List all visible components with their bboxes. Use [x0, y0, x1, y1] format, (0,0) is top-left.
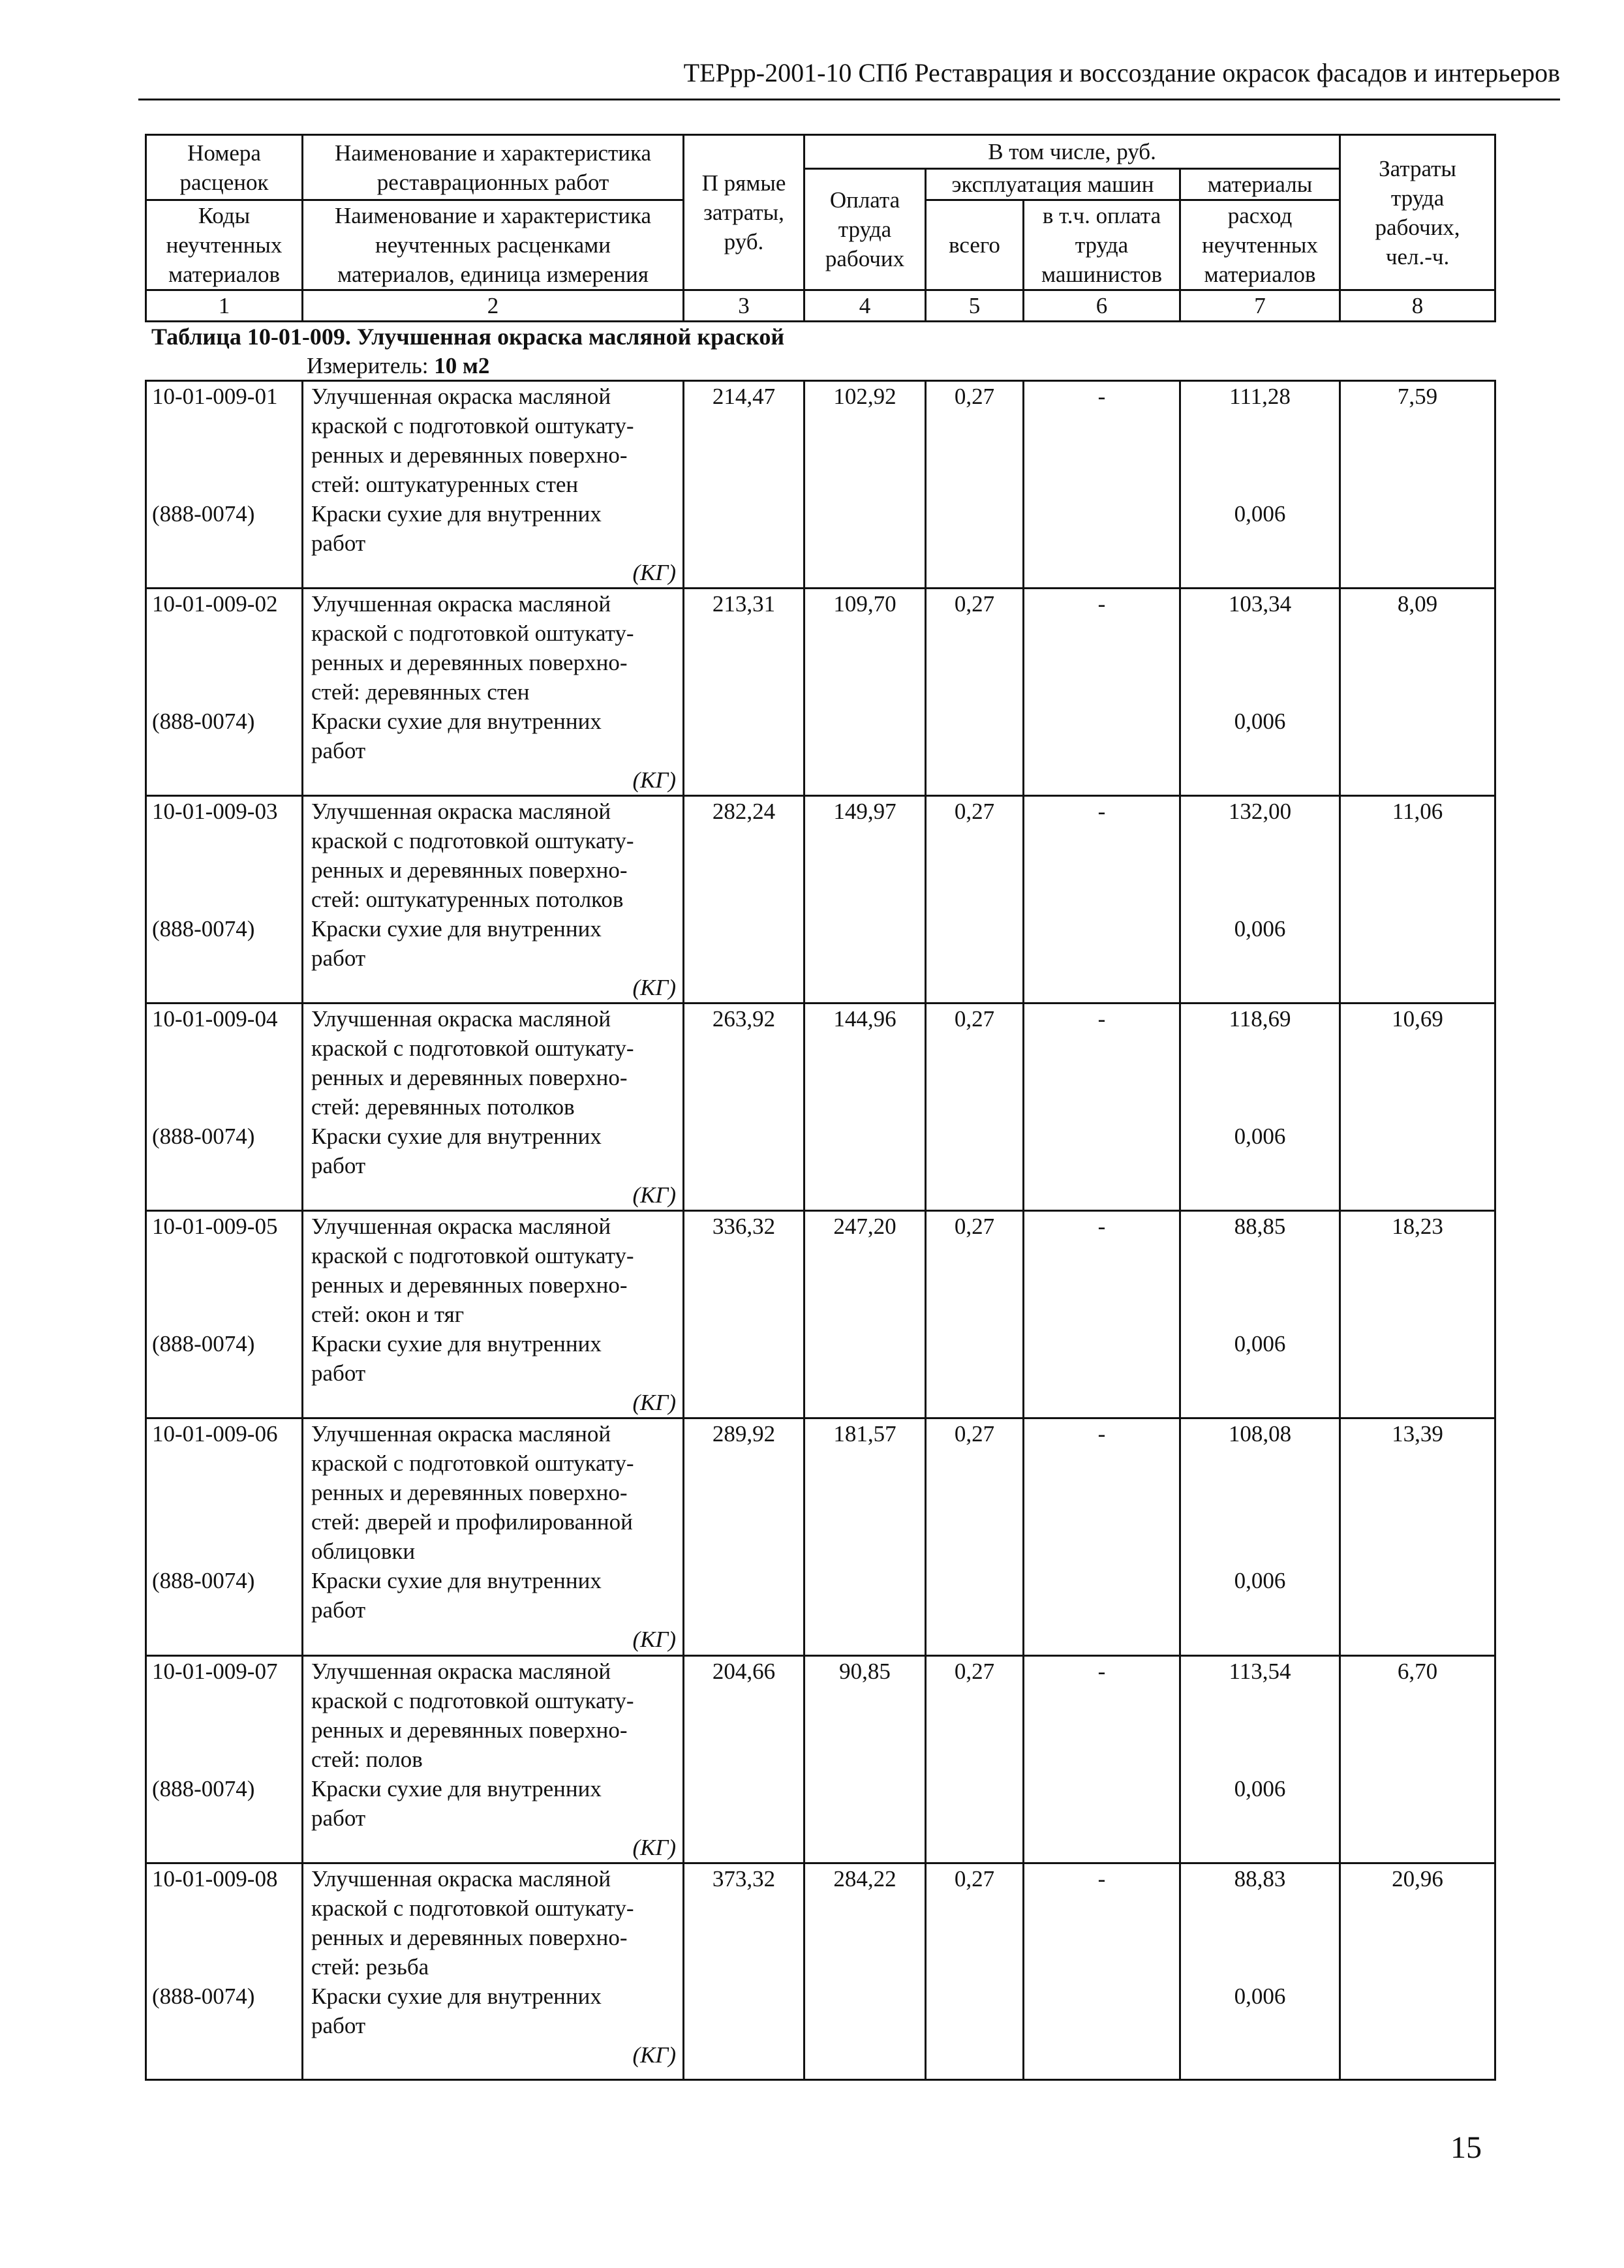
labor-hours: 18,23 — [1340, 1211, 1495, 1418]
col-number-3: 3 — [684, 290, 804, 322]
machines-operator-pay: - — [1024, 1418, 1180, 1656]
rate-code: 10-01-009-04 — [152, 1006, 278, 1032]
material-quantity: 0,006 — [1234, 1568, 1286, 1593]
col-number-1: 1 — [146, 290, 303, 322]
direct-cost: 204,66 — [684, 1656, 804, 1863]
rate-name-line: краской с подготовкой оштукату- — [311, 413, 634, 438]
labor-cost: 149,97 — [804, 796, 926, 1004]
labor-hours: 8,09 — [1340, 589, 1495, 796]
material-unit: (КГ) — [632, 1835, 676, 1860]
rate-code: 10-01-009-05 — [152, 1214, 278, 1239]
labor-hours: 11,06 — [1340, 796, 1495, 1004]
materials-cost: 111,28 — [1229, 384, 1291, 409]
material-name-line: Краски сухие для внутренних — [311, 1124, 602, 1149]
material-unit: (КГ) — [632, 975, 676, 1000]
rate-name-line: краской с подготовкой оштукату- — [311, 621, 634, 646]
table-header — [145, 134, 1496, 322]
col4-header: Оплата труда рабочих — [804, 169, 926, 290]
material-name-line: работ — [311, 1597, 366, 1623]
direct-cost: 373,32 — [684, 1863, 804, 2080]
rate-name-line: стей: полов — [311, 1747, 423, 1772]
labor-hours: 6,70 — [1340, 1656, 1495, 1863]
material-name-line: Краски сухие для внутренних — [311, 709, 602, 734]
materials-cost: 108,08 — [1228, 1421, 1292, 1447]
direct-cost: 214,47 — [684, 381, 804, 589]
material-code: (888-0074) — [152, 1331, 255, 1356]
table-row — [146, 1418, 1495, 1656]
rate-name-line: Улучшенная окраска масляной — [311, 384, 611, 409]
rate-name-line: ренных и деревянных поверхно- — [311, 1717, 628, 1743]
material-code: (888-0074) — [152, 1776, 255, 1801]
col-number-7: 7 — [1180, 290, 1340, 322]
rate-name-line: стей: окон и тяг — [311, 1302, 465, 1327]
machines-total: 0,27 — [926, 796, 1024, 1004]
table-row — [146, 1863, 1495, 2080]
materials-header: материалы — [1180, 169, 1340, 200]
materials-cost: 88,83 — [1234, 1866, 1286, 1892]
col-number-6: 6 — [1024, 290, 1180, 322]
rate-name-line: стей: деревянных потолков — [311, 1094, 575, 1120]
rate-name-line: ренных и деревянных поверхно- — [311, 1480, 628, 1505]
material-name-line: работ — [311, 1805, 366, 1831]
rate-code-cell — [146, 381, 303, 589]
machines-operator-pay: - — [1024, 589, 1180, 796]
rate-name-cell — [303, 796, 684, 1004]
direct-cost: 289,92 — [684, 1418, 804, 1656]
rate-name-line: ренных и деревянных поверхно- — [311, 857, 628, 883]
material-code: (888-0074) — [152, 1124, 255, 1149]
direct-cost: 213,31 — [684, 589, 804, 796]
material-quantity: 0,006 — [1234, 1331, 1286, 1356]
materials-cell — [1180, 1211, 1340, 1418]
machines-operator-pay: - — [1024, 1656, 1180, 1863]
table-unit: Измеритель: 10 м2 — [307, 353, 490, 378]
material-name-line: работ — [311, 1153, 366, 1178]
col1-top-header: Номера расценок — [146, 135, 303, 200]
material-name-line: работ — [311, 530, 366, 556]
direct-cost: 336,32 — [684, 1211, 804, 1418]
material-unit: (КГ) — [632, 1182, 676, 1208]
material-unit: (КГ) — [632, 560, 676, 585]
rate-name-line: краской с подготовкой оштукату- — [311, 1450, 634, 1476]
table-row — [146, 1656, 1495, 1863]
rate-name-line: Улучшенная окраска масляной — [311, 1214, 611, 1239]
material-name-line: работ — [311, 2013, 366, 2038]
materials-cell — [1180, 1004, 1340, 1211]
materials-cell — [1180, 1656, 1340, 1863]
machines-operator-pay: - — [1024, 796, 1180, 1004]
col1-bottom-header: Коды неучтенных материалов — [146, 200, 303, 290]
rate-name-line: стей: дверей и профилированной — [311, 1509, 633, 1535]
labor-cost: 284,22 — [804, 1863, 926, 2080]
rate-code: 10-01-009-01 — [152, 384, 278, 409]
material-code: (888-0074) — [152, 916, 255, 942]
rate-code: 10-01-009-07 — [152, 1659, 278, 1684]
materials-cost: 113,54 — [1229, 1659, 1291, 1684]
col8-header: Затраты труда рабочих, чел.-ч. — [1340, 135, 1495, 290]
rate-name-line: краской с подготовкой оштукату- — [311, 1035, 634, 1061]
col-number-8: 8 — [1340, 290, 1495, 322]
material-unit: (КГ) — [632, 1390, 676, 1415]
rate-name-cell — [303, 589, 684, 796]
material-name-line: Краски сухие для внутренних — [311, 1984, 602, 2009]
materials-cost: 103,34 — [1228, 591, 1292, 617]
materials-cost: 118,69 — [1229, 1006, 1291, 1032]
col7-header: расход неучтенных материалов — [1180, 200, 1340, 290]
rate-name-cell — [303, 1004, 684, 1211]
rate-name-line: Улучшенная окраска масляной — [311, 1659, 611, 1684]
labor-cost: 102,92 — [804, 381, 926, 589]
rate-code: 10-01-009-02 — [152, 591, 278, 617]
rate-name-line: стей: оштукатуренных стен — [311, 472, 579, 497]
rate-name-line: ренных и деревянных поверхно- — [311, 1272, 628, 1298]
rate-name-line: облицовки — [311, 1539, 416, 1564]
table-row — [146, 1211, 1495, 1418]
material-name-line: Краски сухие для внутренних — [311, 1568, 602, 1593]
material-name-line: Краски сухие для внутренних — [311, 1331, 602, 1356]
rate-code-cell — [146, 1004, 303, 1211]
material-unit: (КГ) — [632, 1627, 676, 1652]
table-row — [146, 796, 1495, 1004]
rate-name-line: стей: резьба — [311, 1954, 429, 1980]
table-row — [146, 589, 1495, 796]
machines-operator-pay: - — [1024, 381, 1180, 589]
machines-operator-pay: - — [1024, 1211, 1180, 1418]
rate-code-cell — [146, 1863, 303, 2080]
labor-hours: 20,96 — [1340, 1863, 1495, 2080]
rate-code-cell — [146, 1656, 303, 1863]
rate-name-line: стей: оштукатуренных потолков — [311, 887, 624, 912]
material-quantity: 0,006 — [1234, 501, 1286, 527]
rate-code: 10-01-009-08 — [152, 1866, 278, 1892]
rate-code: 10-01-009-06 — [152, 1421, 278, 1447]
rate-name-line: стей: деревянных стен — [311, 679, 530, 705]
rate-name-line: Улучшенная окраска масляной — [311, 799, 611, 824]
machines-total: 0,27 — [926, 381, 1024, 589]
rates-table — [145, 380, 1496, 2081]
material-unit: (КГ) — [632, 767, 676, 793]
col5-header: всего — [926, 200, 1024, 290]
col2-bottom-header: Наименование и характеристика неучтенных расценками материалов, единица измерения — [303, 200, 684, 290]
rate-code-cell — [146, 1211, 303, 1418]
labor-hours: 10,69 — [1340, 1004, 1495, 1211]
table-row — [146, 381, 1495, 589]
rate-name-line: Улучшенная окраска масляной — [311, 591, 611, 617]
direct-cost: 282,24 — [684, 796, 804, 1004]
table-row — [146, 1004, 1495, 1211]
machines-total: 0,27 — [926, 1211, 1024, 1418]
material-quantity: 0,006 — [1234, 709, 1286, 734]
rate-name-cell — [303, 381, 684, 589]
material-code: (888-0074) — [152, 501, 255, 527]
rate-name-cell — [303, 1418, 684, 1656]
direct-cost: 263,92 — [684, 1004, 804, 1211]
group-header: В том числе, руб. — [804, 135, 1340, 169]
rate-code-cell — [146, 796, 303, 1004]
material-name-line: работ — [311, 945, 366, 971]
col-number-2: 2 — [303, 290, 684, 322]
machines-total: 0,27 — [926, 1863, 1024, 2080]
rate-name-cell — [303, 1656, 684, 1863]
material-name-line: Краски сухие для внутренних — [311, 916, 602, 942]
rate-name-line: краской с подготовкой оштукату- — [311, 1895, 634, 1921]
materials-cell — [1180, 1863, 1340, 2080]
rate-name-line: ренных и деревянных поверхно- — [311, 1065, 628, 1090]
materials-cell — [1180, 381, 1340, 589]
material-code: (888-0074) — [152, 709, 255, 734]
col6-header: в т.ч. оплата труда машинистов — [1024, 200, 1180, 290]
rate-name-line: Улучшенная окраска масляной — [311, 1866, 611, 1892]
material-quantity: 0,006 — [1234, 1124, 1286, 1149]
labor-hours: 7,59 — [1340, 381, 1495, 589]
material-quantity: 0,006 — [1234, 1984, 1286, 2009]
col3-header: П рямые затраты, руб. — [684, 135, 804, 290]
rate-name-line: краской с подготовкой оштукату- — [311, 828, 634, 853]
table-caption: Таблица 10-01-009. Улучшенная окраска масляной краской — [151, 324, 785, 350]
rate-name-line: ренных и деревянных поверхно- — [311, 442, 628, 468]
materials-cost: 88,85 — [1234, 1214, 1286, 1239]
material-name-line: работ — [311, 1360, 366, 1386]
material-code: (888-0074) — [152, 1984, 255, 2009]
labor-cost: 90,85 — [804, 1656, 926, 1863]
machines-operator-pay: - — [1024, 1863, 1180, 2080]
machines-total: 0,27 — [926, 1004, 1024, 1211]
rate-name-cell — [303, 1211, 684, 1418]
rate-name-line: ренных и деревянных поверхно- — [311, 650, 628, 675]
labor-cost: 144,96 — [804, 1004, 926, 1211]
rate-name-line: Улучшенная окраска масляной — [311, 1421, 611, 1447]
rate-name-line: ренных и деревянных поверхно- — [311, 1925, 628, 1950]
rate-code: 10-01-009-03 — [152, 799, 278, 824]
material-name-line: Краски сухие для внутренних — [311, 1776, 602, 1801]
col-number-4: 4 — [804, 290, 926, 322]
machines-operator-pay: - — [1024, 1004, 1180, 1211]
document-header-title: ТЕРрр-2001-10 СПб Реставрация и воссоздание окрасок фасадов и интерьеров — [683, 58, 1560, 87]
col-number-5: 5 — [926, 290, 1024, 322]
materials-cell — [1180, 796, 1340, 1004]
rate-code-cell — [146, 589, 303, 796]
material-unit: (КГ) — [632, 2042, 676, 2068]
labor-cost: 109,70 — [804, 589, 926, 796]
col2-top-header: Наименование и характеристика реставрационных работ — [303, 135, 684, 200]
machines-header: эксплуатация машин — [926, 169, 1180, 200]
machines-total: 0,27 — [926, 1418, 1024, 1656]
header-rule — [138, 99, 1560, 100]
labor-cost: 181,57 — [804, 1418, 926, 1656]
machines-total: 0,27 — [926, 589, 1024, 796]
rate-name-line: Улучшенная окраска масляной — [311, 1006, 611, 1032]
rate-name-line: краской с подготовкой оштукату- — [311, 1688, 634, 1713]
material-quantity: 0,006 — [1234, 1776, 1286, 1801]
rate-name-line: краской с подготовкой оштукату- — [311, 1243, 634, 1268]
material-code: (888-0074) — [152, 1568, 255, 1593]
labor-hours: 13,39 — [1340, 1418, 1495, 1656]
materials-cost: 132,00 — [1228, 799, 1292, 824]
page-number: 15 — [1450, 2130, 1482, 2165]
material-name-line: работ — [311, 738, 366, 763]
rate-code-cell — [146, 1418, 303, 1656]
materials-cell — [1180, 1418, 1340, 1656]
rate-name-cell — [303, 1863, 684, 2080]
materials-cell — [1180, 589, 1340, 796]
labor-cost: 247,20 — [804, 1211, 926, 1418]
material-name-line: Краски сухие для внутренних — [311, 501, 602, 527]
machines-total: 0,27 — [926, 1656, 1024, 1863]
material-quantity: 0,006 — [1234, 916, 1286, 942]
